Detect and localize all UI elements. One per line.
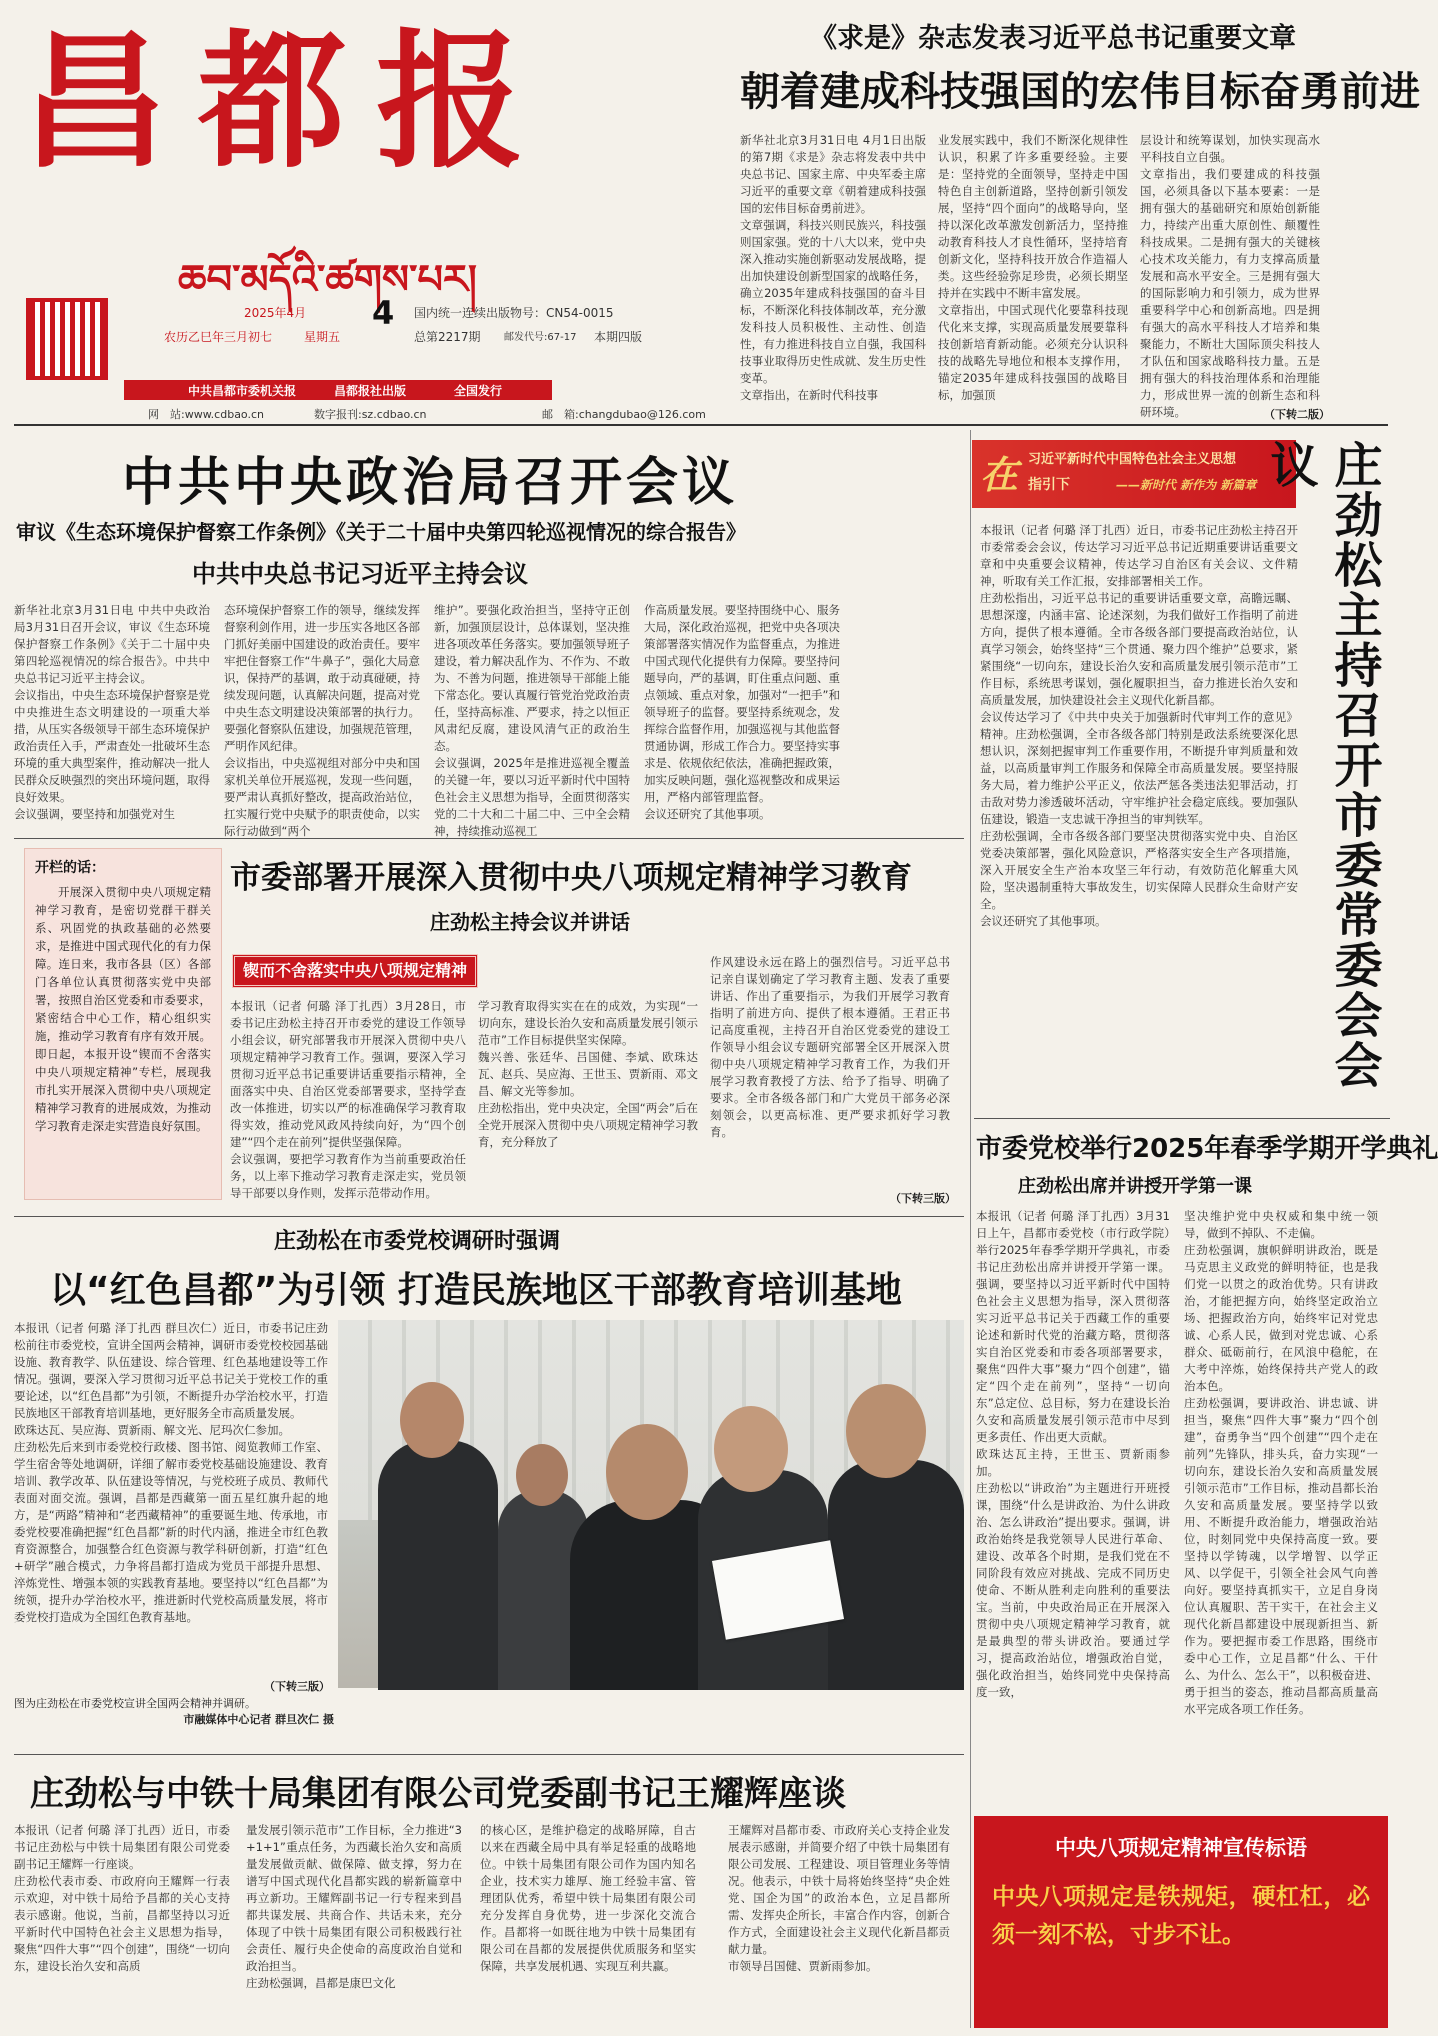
- politburo-subhead: 审议《生态环境保护督察工作条例》《关于二十届中央第四轮巡视情况的综合报告》: [16, 520, 746, 544]
- crec-headline: 庄劲松与中铁十局集团有限公司党委副书记王耀辉座谈: [30, 1774, 846, 1814]
- politburo-headline: 中共中央政治局召开会议: [122, 453, 739, 513]
- top-story-col1: 新华社北京3月31日电 4月1日出版的第7期《求是》杂志将发表中共中央总书记、国家主席、中央军委主席习近平的重要文章《朝着建成科技强国的宏伟目标奋勇前进》。 文章强调，科技兴则民族兴，科技强则国家强。党的十八大以来，党中央深入推动实施创新驱动发展战略，提出加快建设创新型国家的战略任务，确立2035年建成科技强国的奋斗目标，不断深化科技体制改革，充分激发科技人员积极性、主动性、创造性，有力推进科技自立自强，我国科技事业取得历史性成就、发生历史性变革。 文章指出，在新时代科技事: [740, 133, 926, 402]
- email: 邮 箱:changdubao@126.com: [542, 408, 706, 421]
- party-school-headline: 以“红色昌都”为引领 打造民族地区干部教育培训基地: [50, 1270, 902, 1311]
- pages-count: 本期四版: [594, 330, 643, 344]
- continued-note: （下转二版）: [1264, 408, 1330, 421]
- website: 网 站:www.cdbao.cn: [148, 408, 264, 421]
- issue-number: 总第2217期: [414, 330, 481, 344]
- divider: [970, 430, 971, 2028]
- politburo-col1: 新华社北京3月31日电 中共中央政治局3月31日召开会议，审议《生态环境保护督察工作条例》《关于二十届中央第四轮巡视情况的综合报告》。中共中央总书记习近平主持会议。 会议指出，中央生态环境保护督察是党中央推进生态文明建设的一项重大举措，从压实各级领导干部生态环境保护政治责任入手，严肃查处一批破坏生态环境的重大典型案件，推动解决一批人民群众反映强烈的突出环境问题，取得良好效果。 会议强调，要坚持和加强党对生: [14, 603, 210, 821]
- sponsor: 中共昌都市委机关报: [188, 384, 297, 398]
- politburo-col4: 作高质量发展。要坚持围绕中心、服务大局，深化政治巡视，把党中央各项决策部署落实情况作为监督重点，为推进中国式现代化提供有力保障。要坚持问题导向，严的基调，盯住重点问题、重点领域、重点对象，加强对“一把手”和领导班子的监督。要坚持系统观念，发挥综合监督作用，加强巡视与其他监督贯通协调，形成工作合力。要坚持实事求是、依规依纪依法，准确把握政策，加实反映问题，强化巡视整改和成果运用，严格内部管理监督。 会议还研究了其他事项。: [644, 603, 840, 821]
- masthead-tibetan: ཆབ་མདོའི་ཚགས་པར།: [178, 256, 477, 303]
- badge-title: 习近平新时代中国特色社会主义思想: [1028, 452, 1237, 467]
- editor-note-label: 开栏的话：: [35, 860, 105, 876]
- continued-note: （下转三版）: [890, 1192, 956, 1205]
- badge-sub: 指引下: [1028, 477, 1070, 493]
- weekday: 星期五: [304, 330, 341, 344]
- divider: [974, 1118, 1390, 1119]
- divider: [14, 1216, 964, 1217]
- person-4-head: [714, 1406, 788, 1492]
- school-opening-subhead: 庄劲松出席并讲授开学第一课: [1018, 1176, 1252, 1197]
- divider: [14, 838, 964, 839]
- lunar-date: 农历乙巳年三月初七: [164, 330, 273, 344]
- vertical-headline: 庄劲松主持召开市委常委会会议: [1262, 440, 1382, 1090]
- issn-number: 国内统一连续出版物号：CN54-0015: [414, 306, 614, 320]
- divider: [14, 1754, 964, 1755]
- caption-text: 图为庄劲松在市委党校宣讲全国两会精神并调研。: [14, 1697, 256, 1710]
- photo-caption: [14, 1696, 334, 1728]
- masthead-title: 昌都报: [20, 14, 554, 188]
- continued-note: （下转三版）: [264, 1680, 330, 1693]
- badge-tag: ——新时代 新作为 新篇章: [1116, 478, 1257, 492]
- top-story-col3: 层设计和统筹谋划，加快实现高水平科技自立自强。 文章指出，我们要建成的科技强国，必须具备以下基本要素：一是拥有强大的基础研究和原始创新能力，持续产出重大原创性、颠覆性科技成果。二是拥有强大的关键核心技术攻关能力，有力支撑高质量发展和高水平安全。三是拥有强大的国际影响力和引领力，成为世界重要科学中心和创新高地。四是拥有强大的高水平科技人才培养和集聚能力，不断壮大国际顶尖科技人才队伍和国家战略科技力量。五是拥有强大的科技治理体系和治理能力，形成世界一流的创新生态和科研环境。: [1140, 133, 1320, 419]
- person-2-head: [516, 1444, 568, 1506]
- slogan-title: 中央八项规定精神宣传标语: [1055, 1836, 1307, 1860]
- masthead-bar: [124, 380, 552, 400]
- postal-code: 邮发代号:67-17: [504, 332, 577, 343]
- editor-note-text: 开展深入贯彻中央八项规定精神学习教育，是密切党群干群关系、巩固党的执政基础的必然要求，是推进中国式现代化的有力保障。连日来，我市各县（区）各部门各单位认真贯彻落实党中央部署，按照自治区党委和市委要求，紧密结合中心工作，精心组织实施，推动学习教育有序有效开展。即日起，本报开设“锲而不舍落实中央八项规定精神”专栏，展现我市扎实开展深入贯彻中央八项规定精神学习教育的进展成效，为推动学习教育走深走实营造良好氛围。: [35, 885, 211, 1133]
- person-1: [378, 1440, 498, 1690]
- issue-date: 2025年4月: [244, 306, 307, 320]
- masthead: [14, 8, 706, 421]
- party-school-text: 本报讯（记者 何璐 泽丁扎西 群旦次仁）近日，市委书记庄劲松前往市委党校，宣讲全国两会精神，调研市委党校校园基础设施、教育教学、队伍建设、综合管理、红色基地建设等工作情况。强调，要深入学习贯彻习近平总书记关于党校工作的重要论述，以“红色昌都”为引领，不断提升办学治校水平，打造民族地区干部教育培训基地，更好服务全市高质量发展。 欧珠达瓦、吴应海、贾新雨、解文光、尼玛次仁参加。 庄劲松先后来到市委党校行政楼、图书馆、阅览教师工作室、学生宿舍等处地调研，详细了解市委党校基础设施建设、教育培训、教学改革、队伍建设等情况，与党校班子成员、教师代表面对面交流。强调，昌都是西藏第一面五星红旗升起的地方，是“两路”精神和“老西藏精神”的重要诞生地、传承地，市委党校要准确把握“红色昌都”新的时代内涵，推进全市红色教育资源整合，加强整合红色资源与教学科研创新，打造“红色+研学”融合模式，力争将昌都打造成为党员干部提升思想、淬炼党性、增强本领的实践教育基地。要坚持以“红色昌都”为统领，提升办学治校水平，推进新时代党校高质量发展，将市委党校打造成为全国红色教育基地。: [14, 1321, 328, 1624]
- top-story-headline: 朝着建成科技强国的宏伟目标奋勇前进: [740, 69, 1420, 115]
- school-opening-headline: 市委党校举行2025年春季学期开学典礼: [976, 1134, 1438, 1164]
- top-story-col2: 业发展实践中，我们不断深化规律性认识，积累了许多重要经验。主要是：坚持党的全面领导，坚持走中国特色自主创新道路，坚持创新引领发展，坚持“四个面向”的战略导向，坚持以深化改革激发创新活力，坚持推动教育科技人才良性循环，坚持培育创新文化，坚持科技开放合作造福人类。这些经验弥足珍贵，必须长期坚持并在实践中不断丰富发展。 文章指出，中国式现代化要靠科技现代化来支撑，实现高质量发展要靠科技创新培育新动能。必须充分认识科技的战略先导地位和根本支撑作用，锚定2035年建成科技强国的战略目标，加强顶: [938, 133, 1128, 402]
- column-banner-text: 锲而不舍落实中央八项规定精神: [242, 961, 467, 980]
- study-col2: 学习教育取得实实在在的成效，为实现“一切向东，建设长治久安和高质量发展引领示范市”工作目标提供坚实保障。 魏兴善、张廷华、吕国健、李斌、欧珠达瓦、赵兵、吴应海、王世玉、贾新雨、邓文昌、解文光等参加。 庄劲松指出，党中央决定，全国“两会”后在全党开展深入贯彻中央八项规定精神学习教育，充分释放了: [478, 999, 698, 1149]
- politburo-col2: 态环境保护督察工作的领导，继续发挥督察利剑作用，进一步压实各地区各部门抓好美丽中国建设的政治责任。要牢牢把住督察工作“牛鼻子”，强化大局意识，保持严的基调，敢于动真碰硬，持续发现问题，认真解决问题，提高对党中央生态文明建设决策部署的执行力。要强化督察队伍建设，加强规范管理，严明作风纪律。 会议指出，中央巡视组对部分中央和国家机关单位开展巡视，发现一些问题，要严肃认真抓好整改，提高政治站位，扛实履行党中央赋予的职责使命，以实际行动做到“两个: [224, 603, 420, 838]
- news-photo: [338, 1320, 964, 1688]
- slogan-text: 中央八项规定是铁规矩，硬杠杠，必须一刻不松，寸步不让。: [992, 1884, 1370, 1948]
- party-school-story: [14, 1222, 966, 1754]
- study-campaign-story: [230, 848, 966, 1208]
- crec-meeting-story: [14, 1760, 966, 2028]
- study-col1: 本报讯（记者 何璐 泽丁扎西）3月28日，市委书记庄劲松主持召开市委党的建设工作领导小组会议，研究部署我市开展深入贯彻中央八项规定精神学习教育工作。强调，要深入学习贯彻习近平总书记重要讲话重要指示精神，全面落实中央、自治区党委部署要求，坚持学查改一体推进，切实以严的标准确保学习教育取得实效，推动党风政风持续向好，为“四个创建”“四个走在前列”提供坚强保障。 会议强调，要把学习教育作为当前重要政治任务，以上率下推动学习教育走深走实，党员领导干部要以身作则，发挥示范带动作用。: [230, 999, 466, 1200]
- person-5-head: [846, 1384, 926, 1478]
- standing-committee-text: 本报讯（记者 何璐 泽丁扎西）近日，市委书记庄劲松主持召开市委常委会会议，传达学习习近平总书记近期重要讲话重要文章和中央重要会议精神，传达学习自治区有关会议、文件精神，听取有关工作汇报，安排部署相关工作。 庄劲松指出，习近平总书记的重要讲话重要文章，高瞻远瞩、思想深邃，内涵丰富、论述深刻，为我们做好工作指明了前进方向，提供了根本遵循。全市各级各部门要提高政治站位，认真学习领会，始终坚持“三个贯通、聚力四个维护”总要求，紧紧围绕“一切向东，建设长治久安和高质量发展引领示范市”工作目标，系统思考谋划，强化履职担当，奋力推进长治久安和高质量发展，加快建设社会主义现代化新昌都。 会议传达学习了《中共中央关于加强新时代审判工作的意见》精神。庄劲松强调，全市各级各部门特别是政法系统要深化思想认识，深刻把握审判工作重要作用，不断提升审判质量和效益，以高质量审判工作服务和保障全市高质量发展。要坚持服务大局，着力维护公平正义，依法严惩各类违法犯罪活动，打击敌对势力渗透破坏活动，守牢维护社会稳定底线。要加强队伍建设，锻造一支忠诚干净担当的审判铁军。 庄劲松强调，全市各级各部门要坚决贯彻落实党中央、自治区党委决策部署，强化风险意识，严格落实安全生产各项措施，深入开展安全生产治本攻坚三年行动，有效防范化解重大风险，坚决遏制重特大事故发生，切实保障人民群众生命财产安全。 会议还研究了其他事项。: [980, 523, 1298, 928]
- school-opening-col2: 坚决维护党中央权威和集中统一领导，做到不掉队、不走偏。 庄劲松强调，旗帜鲜明讲政治，既是马克思主义政党的鲜明特征，也是我们党一以贯之的政治优势。只有讲政治，才能把握方向，始终坚定政治立场、把握政治方向，始终牢记对党忠诚、心系人民，做到对党忠诚、心系群众、砥砺前行，在风浪中稳舵，在大考中淬炼，始终保持共产党人的政治本色。 庄劲松强调，要讲政治、讲忠诚、讲担当，聚焦“四件大事”聚力“四个创建”，奋勇争当“四个创建”“四个走在前列”先锋队，排头兵，奋力实现“一切向东，建设长治久安和高质量发展引领示范市”工作目标，推动昌都长治久安和高质量发展。要坚持学以致用、不断提升政治能力，增强政治站位，时刻同党中央保持高度一致。要坚持以学铸魂，以学增智、以学正风、以学促干，引领全社会风气向善向好。要坚持真抓实干，立足自身岗位认真履职、苦干实干，在社会主义现代化新昌都建设中展现新担当、新作为。要把握市委工作思路，围绕市委中心工作，立足昌都“什么、干什么、为什么、怎么干”，以积极奋进、勇于担当的姿态，推动昌都高质量高水平完成各项工作任务。: [1184, 1209, 1378, 1716]
- politburo-story: [14, 436, 966, 836]
- column-banner: [232, 954, 478, 988]
- qr-code-icon: [26, 298, 108, 380]
- party-school-kicker: 庄劲松在市委党校调研时强调: [274, 1229, 561, 1254]
- thought-badge: [972, 440, 1296, 508]
- divider: [14, 424, 1388, 426]
- crec-col2: 量发展引领示范市”工作目标，全力推进“3+1+1”重点任务，为西藏长治久安和高质量发展做贡献、做保障、做支撑，努力在谱写中国式现代化昌都实践的崭新篇章中再立新功。王耀辉副书记一行专程来到昌都共谋发展、共商合作、共话未来，充分体现了中铁十局集团有限公司积极践行社会责任、履行央企使命的高度政治自觉和政治担当。 庄劲松强调，昌都是康巴文化: [246, 1823, 462, 1990]
- person-5: [828, 1460, 964, 1690]
- politburo-col3: 维护”。要强化政治担当，坚持守正创新，加强顶层设计，总体谋划，坚决推进各项改革任务落实。要加强领导班子建设，着力解决乱作为、不作为、不敢为、不善为问题，推进领导干部能上能下常态化。要认真履行管党治党政治责任，坚持高标准、严要求，持之以恒正风肃纪反腐，建设风清气正的政治生态。 会议强调，2025年是推进巡视全覆盖的关键一年，要以习近平新时代中国特色社会主义思想为指导，全面贯彻落实党的二十大和二十届二中、三中全会精神，持续推动巡视工: [434, 603, 630, 838]
- badge-char: 在: [980, 452, 1019, 497]
- crec-col1: 本报讯（记者 何璐 泽丁扎西）近日，市委书记庄劲松与中铁十局集团有限公司党委副书记王耀辉一行座谈。 庄劲松代表市委、市政府向王耀辉一行表示欢迎，对中铁十局给予昌都的关心支持表示感谢。他说，当前，昌都坚持以习近平新时代中国特色社会主义思想为指导，聚焦“四件大事”“四个创建”，围绕“一切向东，建设长治久安和高质: [14, 1823, 230, 1973]
- photo-credit: 市融媒体中心记者 群旦次仁 摄: [183, 1713, 334, 1726]
- school-opening-story: [976, 1122, 1438, 1808]
- study-subhead: 庄劲松主持会议并讲话: [430, 910, 630, 934]
- school-opening-col1: 本报讯（记者 何璐 泽丁扎西）3月31日上午，昌都市委党校（市行政学院）举行2025年春季学期开学典礼，市委书记庄劲松出席并讲授开学第一课。强调，要坚持以习近平新时代中国特色社会主义思想为指导，深入贯彻落实习近平总书记关于西藏工作的重要论述和新时代党的治藏方略，贯彻落实自治区党委和市委各项部署要求，聚焦“四件大事”聚力“四个创建”，锚定“四个走在前列”，坚持“一切向东”总定位、总目标，努力在建设长治久安和高质量发展引领示范市中尽到更多责任、作出更大贡献。 欧珠达瓦主持，王世玉、贾新雨参加。 庄劲松以“讲政治”为主题进行开班授课，围绕“什么是讲政治、为什么讲政治、怎么讲政治”提出要求。强调，讲政治始终是我党领导人民进行革命、建设、改革各个时期，是我们党在不同阶段有效应对挑战、完成不同历史使命、不断从胜利走向胜利的重要法宝。当前，中央政治局正在开展深入贯彻中央八项规定精神学习教育，就是最典型的带头讲政治。要通过学习，提高政治站位，增强政治自觉，强化政治担当，始终同党中央保持高度一致，: [976, 1209, 1170, 1699]
- editor-note: [24, 848, 222, 1200]
- top-story-kicker: 《求是》杂志发表习近平总书记重要文章: [810, 23, 1296, 54]
- politburo-subhead2: 中共中央总书记习近平主持会议: [192, 560, 528, 588]
- person-3-head: [606, 1424, 688, 1520]
- crec-col3: 的核心区，是维护稳定的战略屏障，自古以来在西藏全局中具有举足轻重的战略地位。中铁十局集团有限公司作为国内知名企业，技术实力雄厚、施工经验丰富、管理团队优秀，希望中铁十局集团有限公司充分发挥自身优势，进一步深化交流合作。昌都将一如既往地为中铁十局集团有限公司在昌都的发展提供优质服务和坚实保障，共享发展机遇、实现互利共赢。: [480, 1823, 696, 1973]
- top-story: [740, 14, 1420, 421]
- crec-col4: 王耀辉对昌都市委、市政府关心支持企业发展表示感谢，并简要介绍了中铁十局集团有限公司发展、工程建设、项目管理业务等情况。他表示，中铁十局将始终坚持“央企姓党、国企为国”的政治本色，立足昌都所需、发挥央企所长，丰富合作内容，创新合作方式，全面建设社会主义现代化新昌都贡献力量。 市领导吕国健、贾新雨参加。: [728, 1823, 950, 1973]
- study-col3: 作风建设永远在路上的强烈信号。习近平总书记亲自谋划确定了学习教育主题、发表了重要讲话、作出了重要指示，为我们开展学习教育指明了前进方向、提供了根本遵循。王君正书记高度重视，主持召开自治区党委党的建设工作领导小组会议专题研究部署全区开展深入贯彻中央八项规定精神学习教育工作，为我们开展学习教育教授了方法、给予了指导、明确了要求。全市各级各部门和广大党员干部务必深刻领会，以更高标准、更严要求抓好学习教育。: [710, 955, 950, 1139]
- slogan-box: [974, 1816, 1388, 2028]
- publisher: 昌都报社出版: [334, 384, 407, 398]
- issue-day: 4: [372, 294, 395, 332]
- person-1-head: [400, 1382, 464, 1458]
- study-headline: 市委部署开展深入贯彻中央八项规定精神学习教育: [230, 860, 912, 896]
- epaper: 数字报刊:sz.cdbao.cn: [314, 408, 427, 421]
- distribution: 全国发行: [454, 384, 503, 398]
